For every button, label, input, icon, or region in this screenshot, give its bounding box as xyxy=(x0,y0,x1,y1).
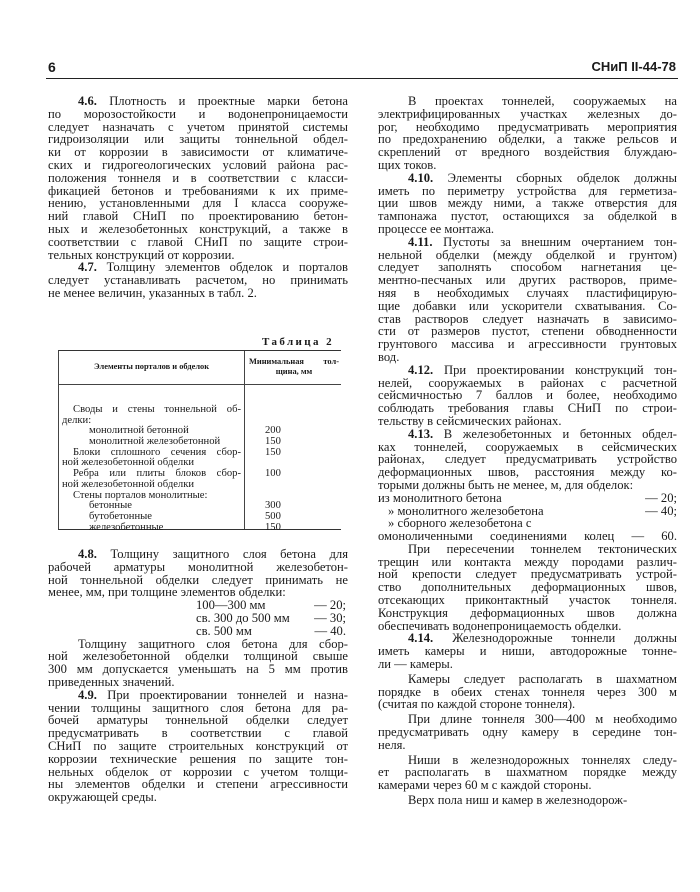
section-4-12 xyxy=(378,364,677,428)
line-text: ной тоннельной обделки следует принимать не xyxy=(48,572,348,587)
line-text: Толщину защитного слоя бетона для сбор- xyxy=(78,636,348,651)
min-thickness-value xyxy=(241,416,265,427)
line-text: ны элементов обделки и степени агрессивности xyxy=(48,777,348,792)
line-text: ки от коррозии в зависимости от климатиче- xyxy=(48,145,348,160)
min-thickness-value xyxy=(241,480,265,491)
line-text: электрифицированных участках железных до- xyxy=(378,106,677,121)
min-thickness-value: 500 xyxy=(265,510,281,522)
line-text: следует устанавливать расчетом, но принимать xyxy=(48,273,348,288)
section-number: 4.14. xyxy=(408,631,434,646)
line-text: Элементы сборных обделок должны xyxy=(447,170,677,185)
header-part: тол- xyxy=(323,357,339,366)
formula-range: св. 300 до 500 мм xyxy=(196,610,290,625)
section-4-6 xyxy=(48,95,348,261)
section-4-8 xyxy=(48,548,348,599)
section-4-7 xyxy=(48,261,348,299)
min-thickness-value xyxy=(241,458,265,469)
text-line xyxy=(378,726,677,739)
table-row xyxy=(59,405,341,416)
paragraph xyxy=(378,673,677,711)
line-text: ции швов между ними, а также отверстия для xyxy=(378,196,677,211)
line-text: тельству в сейсмических районах. xyxy=(378,413,562,428)
line-text: камерами через 60 м с каждой стороны. xyxy=(378,778,592,793)
right-column xyxy=(378,95,677,807)
line-text: Ниши в железнодорожных тоннелях следу- xyxy=(408,752,677,767)
line-text: деформационных швов, расстояния между ко- xyxy=(378,465,677,480)
line-text: При длине тоннеля 300—400 м необходимо xyxy=(408,712,677,727)
text-line xyxy=(48,287,348,300)
line-text: СНиП по защите строительных конструкций от xyxy=(48,738,348,753)
line-text: ках тоннелей, сооружаемых в сейсмических xyxy=(378,439,677,454)
joint-distance-list xyxy=(378,492,677,530)
section-number: 4.7. xyxy=(78,260,97,275)
line-text: рог, необходимо предусматривать мероприятия xyxy=(378,119,677,134)
header-part: щина, мм xyxy=(275,366,313,376)
line-text: предусматривать в соответствии с главой xyxy=(48,726,348,741)
text-line xyxy=(378,698,677,711)
line-text: нению, установленными для I класса сооруже- xyxy=(48,196,348,211)
line-text: иметь камеры и ниши, автодорожные тонне- xyxy=(378,644,677,659)
line-text: трещин или контакта между породами различ- xyxy=(378,554,677,569)
min-thickness-value xyxy=(241,491,265,502)
table-header-separator xyxy=(59,384,341,385)
left-column-top xyxy=(48,95,348,300)
section-4-13 xyxy=(378,428,677,492)
line-text: Плотность и проектные марки бетона xyxy=(109,94,349,108)
line-text: нельной обделки (между обделкой и грунтом) xyxy=(378,247,677,262)
line-text: по морозостойкости и водонепроницаемости xyxy=(48,106,348,121)
thickness-formula xyxy=(48,599,348,637)
line-text: порядке в обеих стенах тоннеля через 300 м xyxy=(378,684,677,699)
list-value: — 20; xyxy=(645,490,677,505)
element-name: бетонные xyxy=(89,500,132,512)
section-number: 4.9. xyxy=(78,687,97,702)
line-text: грунтового массива и агрессивности грунтовых xyxy=(378,337,677,352)
element-name: монолитной железобетонной xyxy=(89,436,221,448)
line-text: скреплений от вредного воздействия блуждаю- xyxy=(378,145,677,160)
min-thickness-value: 150 xyxy=(265,446,281,458)
line-text: При проектировании тоннелей и назна- xyxy=(107,687,348,702)
line-text: став растворов следует назначать в зависимо- xyxy=(378,311,677,326)
line-text: чении толщины защитного слоя бетона для ра- xyxy=(48,700,348,715)
element-name: делки: xyxy=(62,414,92,426)
line-text: Толщину защитного слоя бетона для xyxy=(110,547,348,561)
line-text: Пустоты за внешним очертанием тон- xyxy=(443,234,678,249)
list-label: из монолитного бетона xyxy=(378,490,502,505)
paragraph xyxy=(378,95,677,172)
paragraph xyxy=(378,794,677,807)
page-number: 6 xyxy=(48,59,56,75)
line-text: 300 мм допускается уменьшать на 5 мм против xyxy=(48,662,348,677)
line-text: приведенных значений. xyxy=(48,674,175,689)
table-row xyxy=(59,523,341,534)
line-text: Толщину элементов обделок и порталов xyxy=(106,260,348,275)
line-text: следует назначать с учетом принятой системы xyxy=(48,119,348,134)
line-text: нелей, сооружаемых в районах с расчетной xyxy=(378,375,677,390)
line-text: нельных обделок от коррозии с учетом толщи- xyxy=(48,764,348,779)
line-text: ной крепости следует предусматривать устрой- xyxy=(378,567,677,582)
line-text: тампонажа пустот, остающихся за обделкой в xyxy=(378,209,677,224)
left-column-bottom xyxy=(48,548,348,804)
table-caption: Таблица 2 xyxy=(262,336,334,348)
table-2 xyxy=(58,350,341,533)
line-text: отсекающих приконтактный участок тоннеля. xyxy=(378,593,677,608)
text-line xyxy=(378,739,677,752)
line-text: ных и железобетонных конструкций, а также в xyxy=(48,221,348,236)
section-number: 4.12. xyxy=(408,362,434,377)
line-text: Камеры следует располагать в шахматном xyxy=(408,671,677,686)
line-text: соответствии с главой СНиП по защите строи- xyxy=(48,234,348,249)
line-text: В железобетонных и бетонных обдел- xyxy=(443,426,677,441)
line-text: ство дополнительных деформационных швов, xyxy=(378,580,677,595)
text-line xyxy=(378,338,677,351)
line-text: положения тоннеля и в соответствии с класси- xyxy=(48,170,348,185)
element-name: ной железобетонной обделки xyxy=(62,457,195,469)
line-text: неля. xyxy=(378,737,406,752)
section-number: 4.6. xyxy=(78,94,97,108)
line-text: рабочей арматуры монолитной железобетон- xyxy=(48,559,348,574)
line-text: няя в необходимых случаях пластифицирую- xyxy=(378,285,677,300)
element-name: железобетонные xyxy=(89,521,164,533)
header-rule xyxy=(46,78,678,79)
line-text: щие добавки или ускорители схватывания. Со- xyxy=(378,298,677,313)
element-name: Своды и стены тоннельной об- xyxy=(73,404,241,415)
list-label: » сборного железобетона с xyxy=(388,516,532,531)
min-thickness-value xyxy=(241,405,265,416)
element-name: ной железобетонной обделки xyxy=(62,478,195,490)
paragraph xyxy=(48,638,348,689)
line-text: иметь по периметру устройства для герметиза- xyxy=(378,183,677,198)
formula-range: 100—300 мм xyxy=(196,598,266,613)
section-4-14 xyxy=(378,632,677,670)
min-thickness-value: 100 xyxy=(265,468,281,480)
line-text: ний главой СНиП по проектированию бетон- xyxy=(48,209,348,224)
formula-range: св. 500 мм xyxy=(196,623,252,638)
min-thickness-value: 150 xyxy=(265,521,281,533)
text-line xyxy=(378,658,677,671)
line-text: соблюдать требования главы СНиП по строи- xyxy=(378,401,677,416)
line-text: бочей арматуры тоннельной обделки следует xyxy=(48,713,348,728)
table-header-thickness xyxy=(249,357,339,376)
formula-row xyxy=(48,612,346,625)
line-text: щих токов. xyxy=(378,157,437,172)
section-number: 4.8. xyxy=(78,547,97,561)
line-text: гидроизоляции или защиты тоннельной обдел- xyxy=(48,132,348,147)
list-value: — 40; xyxy=(645,503,677,518)
line-text: не менее величин, указанных в табл. 2. xyxy=(48,285,257,300)
table-row xyxy=(59,512,341,523)
line-text: коррозии технические решения по защите тон- xyxy=(48,751,348,766)
text-line xyxy=(378,479,677,492)
min-thickness-value: 300 xyxy=(265,500,281,512)
formula-value: — 20; xyxy=(314,598,346,613)
line-text: ной железобетонной обделки толщиной свыше xyxy=(48,649,348,664)
line-text: окружающей среды. xyxy=(48,790,157,805)
line-text: Верх пола ниш и камер в железнодорож- xyxy=(408,793,628,808)
line-text: (считая по каждой стороне тоннеля). xyxy=(378,697,576,712)
line-text: следует заполнять способом нагнетания це- xyxy=(378,260,677,275)
line-text: ских и гидрогеологических условий района рас- xyxy=(48,157,348,172)
formula-value: — 40. xyxy=(314,623,346,638)
paragraph xyxy=(378,754,677,792)
min-thickness-value: 200 xyxy=(265,425,281,437)
section-number: 4.10. xyxy=(408,170,434,185)
section-4-11 xyxy=(378,236,677,364)
section-4-10 xyxy=(378,172,677,236)
formula-value: — 30; xyxy=(314,610,346,625)
list-tail-line: омоноличенными соединениями колец — 60. xyxy=(378,529,677,544)
element-name: Блоки сплошного сечения сбор- xyxy=(73,446,241,458)
line-text: сейсмичностью 7 баллов и более, необходимо xyxy=(378,388,677,403)
line-text: В проектах тоннелей, сооружаемых на xyxy=(408,94,677,108)
line-text: менее, мм, при толщине элементов обделки: xyxy=(48,585,286,600)
section-number: 4.13. xyxy=(408,426,434,441)
table-body xyxy=(59,405,341,533)
line-text: ет располагать в шахматном порядке между xyxy=(378,765,677,780)
line-text: предусматривать одну камеру в середине тон- xyxy=(378,725,677,740)
line-text: обеспечивать водонепроницаемость обделки. xyxy=(378,618,622,633)
min-thickness-value: 150 xyxy=(265,436,281,448)
line-text: вод. xyxy=(378,349,400,364)
table-header-elements: Элементы порталов и обделок xyxy=(93,362,210,371)
line-text: по предохранению обделки, а также рельсов и xyxy=(378,132,677,147)
line-text: тельных конструкций от коррозии. xyxy=(48,247,235,262)
list-label: » монолитного железобетона xyxy=(388,503,544,518)
text-line xyxy=(378,794,677,807)
line-text: При проектировании конструкций тон- xyxy=(443,362,677,377)
element-name: Ребра или плиты блоков сбор- xyxy=(73,468,241,480)
line-text: торыми должны быть не менее, м, для обделок: xyxy=(378,477,634,492)
table-row xyxy=(59,480,341,491)
text-line xyxy=(378,779,677,792)
list-item xyxy=(378,492,677,505)
line-text: ментно-песчаных или других растворов, приме- xyxy=(378,273,677,288)
section-4-9 xyxy=(48,689,348,804)
line-text: Железнодорожные тоннели должны xyxy=(452,631,678,646)
line-text: Конструкция деформационных швов должна xyxy=(378,605,677,620)
element-name: бутобетонные xyxy=(89,510,152,522)
text-line xyxy=(48,791,348,804)
line-text: При пересечении тоннелем тектонических xyxy=(408,541,677,556)
line-text: фикацией бетонов и требованиями к их приме- xyxy=(48,183,348,198)
paragraph xyxy=(378,713,677,751)
line-text: процессе ее монтажа. xyxy=(378,221,495,236)
element-name: Стены порталов монолитные: xyxy=(73,489,208,501)
section-number: 4.11. xyxy=(408,234,433,249)
paragraph xyxy=(378,543,677,633)
element-name: монолитной бетонной xyxy=(89,425,189,437)
document-code: СНиП II-44-78 xyxy=(591,59,676,74)
line-text: сти от размеров пустот, степени обводненности xyxy=(378,324,677,339)
line-text: районах, следует предусматривать устройство xyxy=(378,452,677,467)
line-text: ли — камеры. xyxy=(378,657,453,672)
header-part: Минимальная xyxy=(249,357,304,366)
